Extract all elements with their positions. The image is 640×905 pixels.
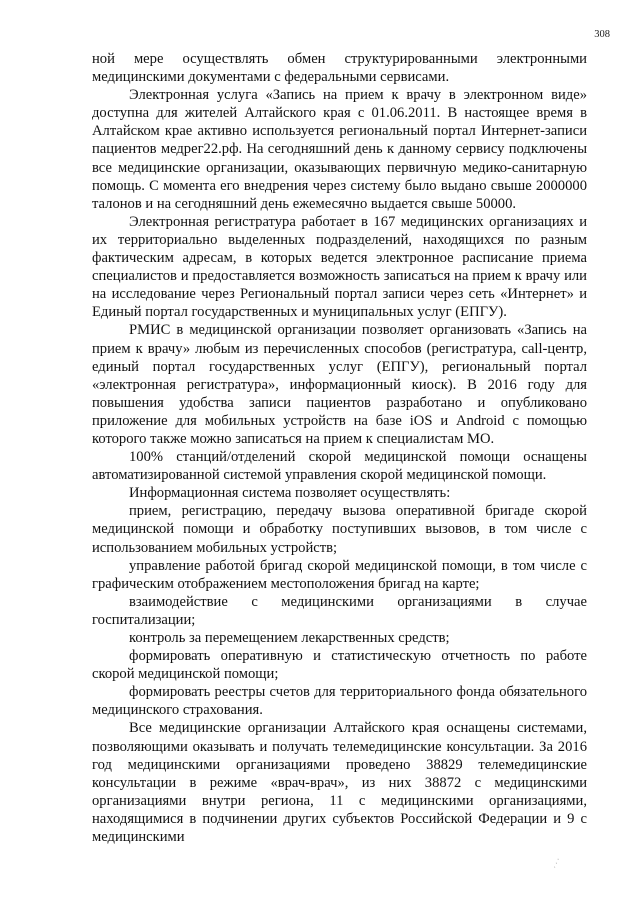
- list-item-hospitalization: взаимодействие с медицинскими организациями в случае госпитализации;: [92, 593, 587, 628]
- list-item-drug-control: контроль за перемещением лекарственных средств;: [129, 630, 450, 646]
- paragraph-electronic-registry: Электронная регистратура работает в 167 медицинских организациях и их территориально выделенных подразделений, находящихся по разным фактическим адресам, в которых ведется электронное расписание приема специалистов и предоставляется возможность записаться на прием к врачу или на исследование через Региональный портал записи через сеть «Интернет» и Единый портал государственных и муниципальных услуг (ЕПГУ).: [92, 213, 587, 321]
- paragraph-electronic-appointment: Электронная услуга «Запись на прием к врачу в электронном виде» доступна для жителей Алтайского края с 01.06.2011. В настоящее время в Алтайском крае активно используется региональный портал Интернет-записи пациентов медрег22.рф. На сегодняшний день к данному сервису подключены все медицинские организации, оказывающих первичную медико-санитарную помощь. С момента его внедрения через систему было выдано свыше 2000000 талонов и на сегодняшний день ежемесячно выдается свыше 50000.: [92, 87, 587, 212]
- list-item-brigade-management: управление работой бригад скорой медицинской помощи, в том числе с графическим отображением местоположения бригад на карте;: [92, 557, 587, 592]
- paragraph-system-capabilities: Информационная система позволяет осуществлять:: [129, 485, 451, 502]
- paragraph-ambulance-stations: 100% станций/отделений скорой медицинской помощи оснащены автоматизированной системой управления скорой медицинской помощи.: [92, 449, 587, 484]
- paragraph-continuation: ной мере осуществлять обмен структурированными электронными медицинскими документами с федеральными сервисами.: [92, 51, 587, 86]
- scan-artifact-mark: ⋰: [550, 856, 563, 870]
- list-item-invoice-registers: формировать реестры счетов для территориального фонда обязательного медицинского страхования.: [92, 684, 587, 719]
- list-item-call-reception: прием, регистрацию, передачу вызова оперативной бригаде скорой медицинской помощи и обработку поступивших вызовов, в том числе с использованием мобильных устройств;: [92, 503, 587, 556]
- list-item-reporting: формировать оперативную и статистическую отчетность по работе скорой медицинской помощи;: [92, 648, 587, 683]
- page-number: 308: [594, 29, 610, 40]
- paragraph-telemedicine: Все медицинские организации Алтайского края оснащены системами, позволяющими оказывать и получать телемедицинские консультации. За 2016 год медицинскими организациями проведено 38829 телемедицинские консультации в режиме «врач-врач», из них 38872 с медицинскими организациями внутри региона, 11 с медицинскими организациями, находящимися в подчинении других субъектов Российской Федерации и 9 с медицинскими: [92, 720, 587, 846]
- paragraph-rmis: РМИС в медицинской организации позволяет организовать «Запись на прием к врачу» любым из перечисленных способов (регистратура, call-центр, единый портал государственных услуг (ЕПГУ), региональный портал «электронная регистратура», информационный киоск). В 2016 году для повышения удобства записи пациентов разработано и опубликовано приложение для мобильных устройств на базе iOS и Android с помощью которого также можно записаться на прием к специалистам МО.: [92, 322, 587, 447]
- document-body: [92, 50, 587, 846]
